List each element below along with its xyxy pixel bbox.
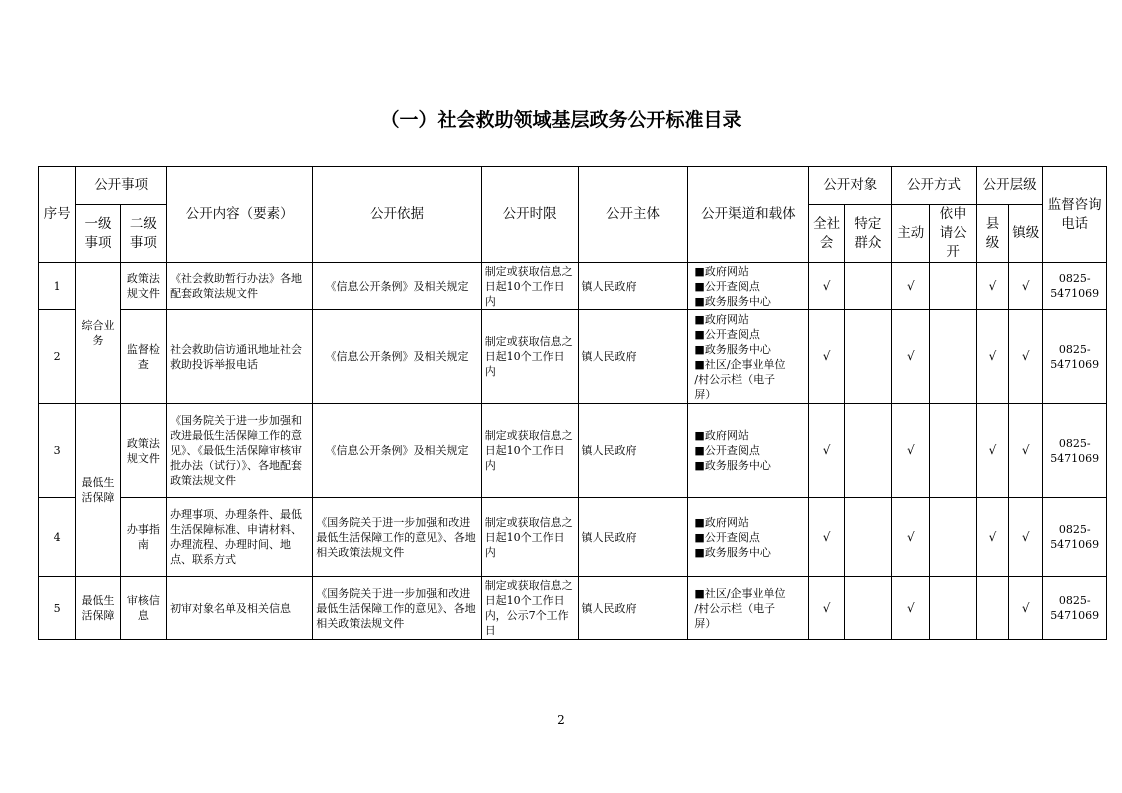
- header-level-town: 镇级: [1009, 205, 1043, 263]
- row-content: 社会救助信访通讯地址社会救助投诉举报电话: [167, 310, 313, 404]
- row-level2: 办事指南: [120, 498, 166, 577]
- check-level-county: √: [976, 310, 1008, 404]
- header-phone: 监督咨询电话: [1043, 167, 1107, 263]
- row-channels: [688, 263, 809, 310]
- row-basis: 《信息公开条例》及相关规定: [313, 404, 481, 498]
- channel-item: ■政府网站: [694, 515, 749, 529]
- row-index: 2: [39, 310, 76, 404]
- channel-item: ■政府网站: [694, 312, 749, 326]
- header-audience-specific: 特定群众: [844, 205, 891, 263]
- row-level2: 审核信息: [120, 577, 166, 640]
- check-audience-specific: [844, 310, 891, 404]
- row-level2: 政策法规文件: [120, 263, 166, 310]
- channel-item: ■社区/企事业单位: [694, 357, 786, 371]
- check-audience-specific: [844, 263, 891, 310]
- check-level-town: √: [1009, 577, 1043, 640]
- check-audience-all: √: [809, 498, 844, 577]
- check-audience-all: √: [809, 310, 844, 404]
- header-method-request: 依申请公开: [930, 205, 976, 263]
- row-channels: [688, 498, 809, 577]
- page-title: （一）社会救助领域基层政务公开标准目录: [380, 109, 742, 131]
- table-row: [39, 404, 1107, 498]
- check-method-request: [930, 577, 976, 640]
- channel-item: ■社区/企事业单位: [694, 586, 786, 600]
- header-audience-all: 全社会: [809, 205, 844, 263]
- row-level2: 政策法规文件: [120, 404, 166, 498]
- header-channel: 公开渠道和载体: [688, 167, 809, 263]
- check-audience-specific: [844, 404, 891, 498]
- header-method-active: 主动: [892, 205, 930, 263]
- row-basis: 《信息公开条例》及相关规定: [313, 310, 481, 404]
- channel-item: ■政府网站: [694, 429, 749, 442]
- check-level-town: √: [1009, 498, 1043, 577]
- check-method-active: √: [892, 498, 930, 577]
- channel-item: ■政务服务中心: [694, 459, 771, 472]
- row-content: 初审对象名单及相关信息: [167, 577, 313, 640]
- row-index: 4: [39, 498, 76, 577]
- channel-item: ■政府网站: [694, 264, 749, 278]
- header-index: 序号: [39, 167, 76, 263]
- check-audience-all: √: [809, 577, 844, 640]
- channel-item: 屏）: [694, 387, 717, 401]
- row-time-limit: 制定或获取信息之日起10个工作日内: [481, 263, 578, 310]
- check-method-request: [930, 404, 976, 498]
- table-row: [39, 310, 1107, 404]
- page-number: 2: [557, 713, 565, 727]
- check-level-county: √: [976, 404, 1008, 498]
- header-audience: 公开对象: [809, 167, 892, 205]
- row-time-limit: 制定或获取信息之日起10个工作日内: [481, 404, 578, 498]
- row-channels: [688, 577, 809, 640]
- row-index: 5: [39, 577, 76, 640]
- check-method-request: [930, 263, 976, 310]
- check-method-active: √: [892, 577, 930, 640]
- table-row: [39, 498, 1107, 577]
- row-time-limit: 制定或获取信息之日起10个工作日内，公示7个工作日: [481, 577, 578, 640]
- row-index: 3: [39, 404, 76, 498]
- row-subject: 镇人民政府: [578, 577, 688, 640]
- header-row-1: [39, 167, 1107, 205]
- header-matter: 公开事项: [76, 167, 167, 205]
- check-method-active: √: [892, 404, 930, 498]
- row-subject: 镇人民政府: [578, 310, 688, 404]
- header-level-county: 县级: [976, 205, 1008, 263]
- channel-item: ■政务服务中心: [694, 342, 771, 356]
- check-level-county: √: [976, 263, 1008, 310]
- row-content: 《国务院关于进一步加强和改进最低生活保障工作的意见》、《最低生活保障审核审批办法（试行）》、各地配套政策法规文件: [167, 404, 313, 498]
- row-phone: 0825-5471069: [1043, 310, 1107, 404]
- row-phone: 0825-5471069: [1043, 404, 1107, 498]
- row-content: 《社会救助暂行办法》各地配套政策法规文件: [167, 263, 313, 310]
- header-subject: 公开主体: [578, 167, 688, 263]
- row-phone: 0825-5471069: [1043, 263, 1107, 310]
- check-method-request: [930, 310, 976, 404]
- row-basis: 《信息公开条例》及相关规定: [313, 263, 481, 310]
- row-level2: 监督检查: [120, 310, 166, 404]
- header-time-limit: 公开时限: [481, 167, 578, 263]
- row-channels: [688, 310, 809, 404]
- row-channels: [688, 404, 809, 498]
- header-content: 公开内容（要素）: [167, 167, 313, 263]
- check-audience-all: √: [809, 404, 844, 498]
- row-subject: 镇人民政府: [578, 404, 688, 498]
- row-phone: 0825-5471069: [1043, 498, 1107, 577]
- header-level: 公开层级: [976, 167, 1043, 205]
- check-level-town: √: [1009, 404, 1043, 498]
- channel-item: ■公开查阅点: [694, 530, 760, 544]
- group-level1: 综合业务: [76, 263, 120, 404]
- header-level2: 二级事项: [120, 205, 166, 263]
- row-content: 办理事项、办理条件、最低生活保障标准、申请材料、办理流程、办理时间、地点、联系方式: [167, 498, 313, 577]
- check-level-town: √: [1009, 263, 1043, 310]
- check-level-town: √: [1009, 310, 1043, 404]
- header-basis: 公开依据: [313, 167, 481, 263]
- check-method-request: [930, 498, 976, 577]
- check-level-county: [976, 577, 1008, 640]
- channel-item: ■公开查阅点: [694, 327, 760, 341]
- check-audience-all: √: [809, 263, 844, 310]
- row-basis: 《国务院关于进一步加强和改进最低生活保障工作的意见》、各地相关政策法规文件: [313, 498, 481, 577]
- channel-item: 屏）: [694, 616, 717, 630]
- group-level1: 最低生活保障: [76, 404, 120, 577]
- channel-item: ■政务服务中心: [694, 294, 771, 308]
- group-level1: 最低生活保障: [76, 577, 120, 640]
- check-audience-specific: [844, 498, 891, 577]
- header-method: 公开方式: [892, 167, 977, 205]
- check-audience-specific: [844, 577, 891, 640]
- row-subject: 镇人民政府: [578, 263, 688, 310]
- channel-item: /村公示栏（电子: [694, 601, 776, 615]
- row-subject: 镇人民政府: [578, 498, 688, 577]
- row-phone: 0825-5471069: [1043, 577, 1107, 640]
- table-row: [39, 577, 1107, 640]
- channel-item: ■公开查阅点: [694, 444, 760, 457]
- check-level-county: √: [976, 498, 1008, 577]
- row-basis: 《国务院关于进一步加强和改进最低生活保障工作的意见》、各地相关政策法规文件: [313, 577, 481, 640]
- channel-item: ■政务服务中心: [694, 545, 771, 559]
- row-index: 1: [39, 263, 76, 310]
- table-row: [39, 263, 1107, 310]
- check-method-active: √: [892, 263, 930, 310]
- row-time-limit: 制定或获取信息之日起10个工作日内: [481, 310, 578, 404]
- channel-item: ■公开查阅点: [694, 279, 760, 293]
- row-time-limit: 制定或获取信息之日起10个工作日内: [481, 498, 578, 577]
- standard-catalog-table: [38, 166, 1107, 640]
- check-method-active: √: [892, 310, 930, 404]
- header-level1: 一级事项: [76, 205, 120, 263]
- channel-item: /村公示栏（电子: [694, 372, 776, 386]
